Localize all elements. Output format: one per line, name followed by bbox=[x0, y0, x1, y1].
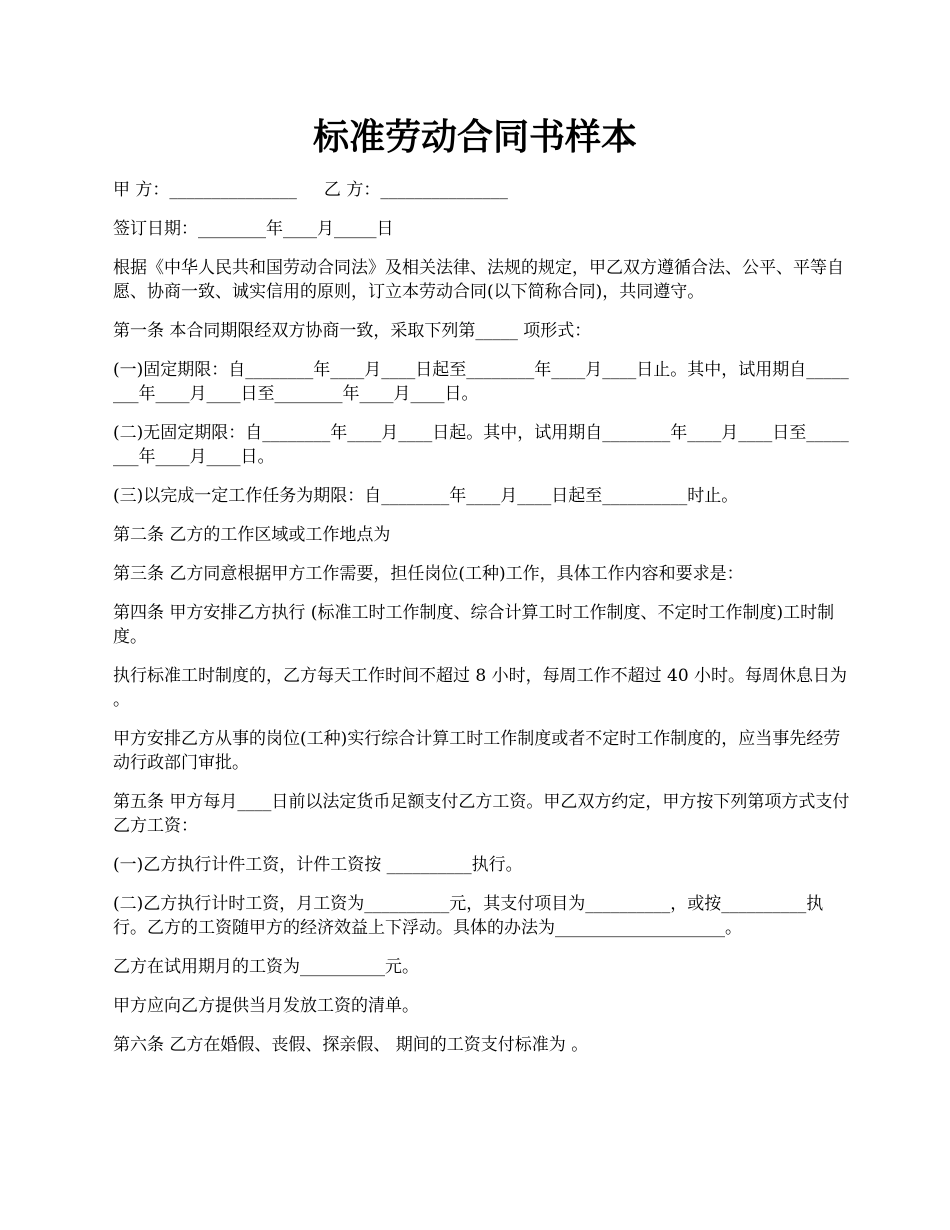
payslip-paragraph: 甲方应向乙方提供当月发放工资的清单。 bbox=[113, 996, 419, 1016]
article-2-paragraph: 第二条 乙方的工作区域或工作地点为 bbox=[113, 525, 391, 545]
article-6-paragraph: 第六条 乙方在婚假、丧假、探亲假、 期间的工资支付标准为 。 bbox=[113, 1035, 589, 1055]
task-term-paragraph: (三)以完成一定工作任务为期限：自________年____月____日起至__________时止。 bbox=[113, 486, 739, 506]
probation-salary-paragraph: 乙方在试用期月的工资为__________元。 bbox=[113, 957, 419, 977]
article-1-paragraph: 第一条 本合同期限经双方协商一致，采取下列第_____ 项形式： bbox=[113, 321, 592, 341]
document-body bbox=[113, 178, 853, 1072]
party-line: 甲 方：_______________ 乙 方：_______________ bbox=[113, 180, 508, 200]
article-5-paragraph: 第五条 甲方每月____日前以法定货币足额支付乙方工资。甲乙双方约定，甲方按下列第项方式支付乙方工资： bbox=[113, 792, 850, 836]
time-rate-paragraph: (二)乙方执行计时工资，月工资为__________元，其支付项目为__________，或按__________执行。乙方的工资随甲方的经济效益上下浮动。具体的办法为____________________。 bbox=[113, 894, 824, 938]
preamble-paragraph: 根据《中华人民共和国劳动合同法》及相关法律、法规的规定，甲乙双方遵循合法、公平、平等自愿、协商一致、诚实信用的原则，订立本劳动合同(以下简称合同)，共同遵守。 bbox=[113, 258, 844, 302]
standard-hours-paragraph: 执行标准工时制度的，乙方每天工作时间不超过 8 小时，每周工作不超过 40 小时。每周休息日为 。 bbox=[113, 666, 853, 710]
piece-rate-paragraph: (一)乙方执行计件工资，计件工资按 __________执行。 bbox=[113, 855, 523, 875]
article-4-paragraph: 第四条 甲方安排乙方执行 (标准工时工作制度、综合计算工时工作制度、不定时工作制度)工时制度。 bbox=[113, 603, 835, 647]
open-ended-term-paragraph: (二)无固定期限：自________年____月____日起。其中，试用期自________年____月____日至________年____月____日。 bbox=[113, 423, 849, 467]
fixed-term-paragraph: (一)固定期限：自________年____月____日起至________年____月____日止。其中，试用期自________年____月____日至________年____月____日。 bbox=[113, 360, 849, 404]
special-hours-paragraph: 甲方安排乙方从事的岗位(工种)实行综合计算工时工作制度或者不定时工作制度的，应当事先经劳动行政部门审批。 bbox=[113, 729, 841, 773]
signing-date-line: 签订日期：________年____月_____日 bbox=[113, 219, 394, 239]
document-title: 标准劳动合同书样本 bbox=[312, 116, 637, 158]
article-3-paragraph: 第三条 乙方同意根据甲方工作需要，担任岗位(工种)工作，具体工作内容和要求是： bbox=[113, 564, 744, 584]
